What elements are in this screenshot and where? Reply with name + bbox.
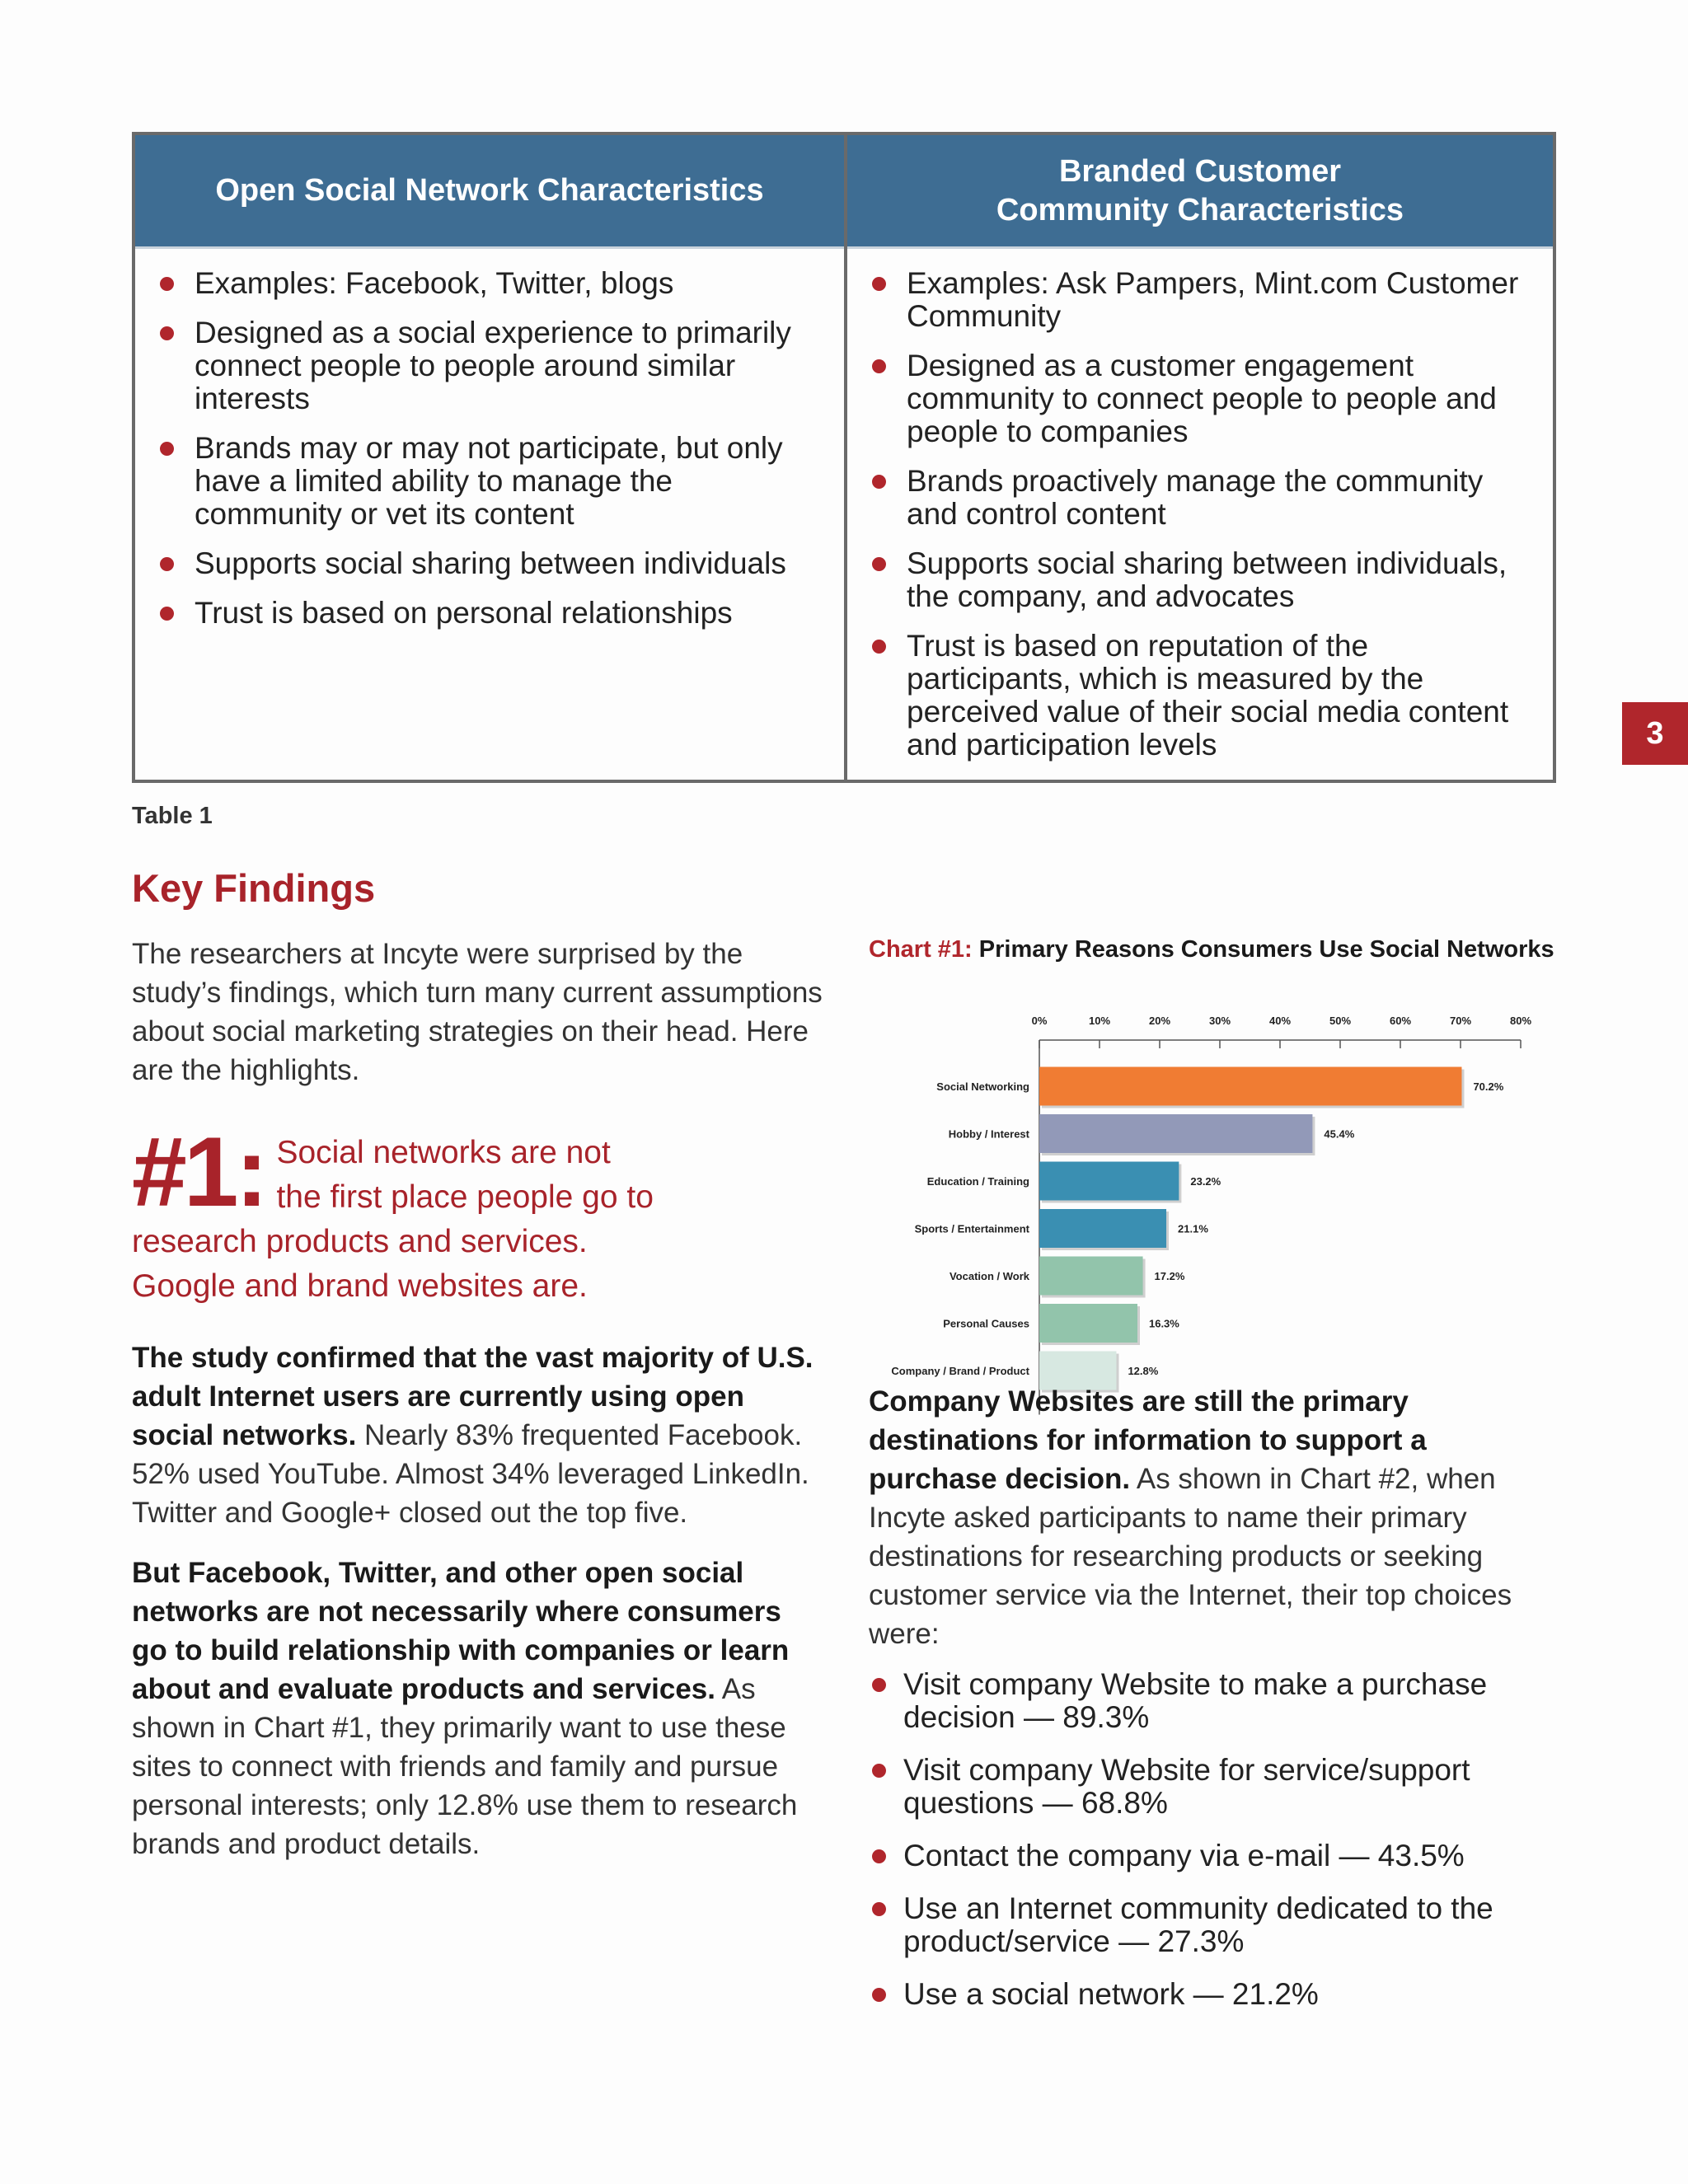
x-tick-label: 80%: [1509, 1015, 1532, 1027]
bullet-icon: [160, 442, 174, 456]
bullet-icon: [872, 277, 886, 291]
x-tick-label: 70%: [1449, 1015, 1472, 1027]
x-tick-label: 60%: [1389, 1015, 1412, 1027]
bar: [1039, 1257, 1143, 1296]
paragraph-body: As shown in Chart #1, they primarily want to use these sites to connect with friends and family and pursue personal interests; only 12.8% use them to research brands and product details.: [132, 1673, 798, 1860]
finding-line: research products and services.: [132, 1224, 588, 1259]
x-tick-label: 30%: [1208, 1015, 1231, 1027]
list-item: Use an Internet community dedicated to the product/service — 27.3%: [869, 1892, 1561, 1958]
paragraph-company-websites: [869, 1382, 1561, 1653]
data-label: 21.1%: [1178, 1222, 1208, 1235]
list-item: Supports social sharing between individuals: [160, 547, 828, 580]
list-item: Examples: Ask Pampers, Mint.com Customer Community: [872, 267, 1536, 333]
finding-line: Social networks are not: [276, 1135, 611, 1170]
bullet-icon: [160, 607, 174, 621]
list-item: Designed as a customer engagement community to connect people to people and people to companies: [872, 349, 1536, 448]
data-label: 45.4%: [1324, 1127, 1355, 1141]
list-item: Supports social sharing between individuals, the company, and advocates: [872, 547, 1536, 613]
category-label: Hobby / Interest: [948, 1127, 1029, 1141]
bullet-icon: [872, 475, 886, 489]
open-social-list: [135, 249, 844, 630]
x-tick-label: 50%: [1329, 1015, 1352, 1027]
category-label: Personal Causes: [943, 1317, 1029, 1330]
bullet-icon: [872, 359, 886, 373]
list-item: Brands proactively manage the community and control content: [872, 465, 1536, 531]
branded-community-column: [844, 135, 1553, 780]
list-item: Examples: Facebook, Twitter, blogs: [160, 267, 828, 300]
bar: [1039, 1162, 1179, 1201]
bullet-icon: [872, 1902, 886, 1916]
paragraph-lead: The study confirmed that the vast majority of U.S. adult Internet users are currently using open social networks.: [132, 1342, 814, 1451]
left-column: [132, 865, 824, 1863]
finding-line: Google and brand websites are.: [132, 1268, 588, 1304]
bullet-icon: [872, 1678, 886, 1692]
bullet-icon: [160, 326, 174, 340]
paragraph-body: Nearly 83% frequented Facebook. 52% used YouTube. Almost 34% leveraged LinkedIn. Twitter and Google+ closed out the top five.: [132, 1419, 809, 1529]
category-label: Education / Training: [926, 1175, 1029, 1188]
category-label: Social Networking: [936, 1080, 1029, 1093]
category-label: Company / Brand / Product: [891, 1365, 1029, 1377]
right-column: [869, 933, 1561, 2031]
paragraph-open-networks: [132, 1338, 824, 1532]
comparison-table: [132, 132, 1556, 783]
bullet-icon: [872, 1764, 886, 1778]
bar: [1039, 1114, 1312, 1153]
paragraph-body: As shown in Chart #2, when Incyte asked participants to name their primary destinations for researching products or seeking customer service via the Internet, their top choices were:: [869, 1463, 1512, 1650]
bullet-icon: [872, 1849, 886, 1863]
bullet-icon: [160, 557, 174, 571]
data-label: 16.3%: [1148, 1317, 1179, 1330]
data-label: 23.2%: [1190, 1175, 1221, 1188]
list-item: Trust is based on personal relationships: [160, 597, 828, 630]
branded-community-list: [847, 249, 1553, 762]
bullet-icon: [872, 557, 886, 571]
table-caption: Table 1: [132, 803, 213, 829]
list-item: Visit company Website for service/support questions — 68.8%: [869, 1754, 1561, 1820]
list-item: Contact the company via e-mail — 43.5%: [869, 1840, 1561, 1872]
bullet-icon: [872, 1988, 886, 2002]
paragraph-lead: Company Websites are still the primary destinations for information to support a purchase decision.: [869, 1385, 1427, 1495]
bullet-icon: [872, 640, 886, 654]
bullet-icon: [160, 277, 174, 291]
chart-title: [869, 933, 1561, 966]
finding-callout: [132, 1117, 824, 1309]
chart-number: Chart #1:: [869, 936, 973, 963]
category-label: Sports / Entertainment: [914, 1222, 1029, 1235]
destinations-list: [869, 1668, 1561, 2011]
section-title: Key Findings: [132, 866, 376, 910]
x-tick-label: 40%: [1268, 1015, 1292, 1027]
chart-title-text: Primary Reasons Consumers Use Social Networks: [972, 936, 1554, 963]
bar: [1039, 1304, 1137, 1343]
bar: [1039, 1209, 1166, 1248]
branded-community-header: [847, 135, 1553, 249]
list-item: Brands may or may not participate, but only have a limited ability to manage the community or vet its content: [160, 432, 828, 531]
finding-number: #1:: [132, 1117, 265, 1227]
intro-paragraph: The researchers at Incyte were surprised by the study’s findings, which turn many current assumptions about social marketing strategies on their head. Here are the highlights.: [132, 938, 823, 1086]
x-tick-label: 0%: [1031, 1015, 1048, 1027]
list-item: Designed as a social experience to primarily connect people to people around similar interests: [160, 316, 828, 415]
paragraph-lead: But Facebook, Twitter, and other open social networks are not necessarily where consumers go to build relationship with companies or learn about and evaluate products and services.: [132, 1557, 790, 1705]
page-number: 3: [1622, 702, 1688, 765]
data-label: 12.8%: [1128, 1365, 1159, 1377]
open-social-header: [135, 135, 844, 249]
x-tick-label: 10%: [1088, 1015, 1111, 1027]
list-item: Visit company Website to make a purchase decision — 89.3%: [869, 1668, 1561, 1734]
finding-line: the first place people go to: [276, 1179, 654, 1215]
paragraph-not-for-brands: [132, 1554, 824, 1863]
category-label: Vocation / Work: [949, 1270, 1029, 1282]
data-label: 70.2%: [1473, 1080, 1504, 1093]
bar-chart: [869, 969, 1545, 1377]
list-item: Use a social network — 21.2%: [869, 1978, 1561, 2011]
bar: [1039, 1067, 1461, 1106]
data-label: 17.2%: [1154, 1270, 1185, 1282]
branded-header-line2: Community Characteristics: [996, 192, 1404, 227]
open-social-column: [135, 135, 844, 780]
open-social-header-text: Open Social Network Characteristics: [215, 173, 764, 208]
list-item: Trust is based on reputation of the participants, which is measured by the perceived value of their social media content and participation levels: [872, 630, 1536, 762]
x-tick-label: 20%: [1148, 1015, 1171, 1027]
branded-header-line1: Branded Customer: [1058, 153, 1342, 189]
